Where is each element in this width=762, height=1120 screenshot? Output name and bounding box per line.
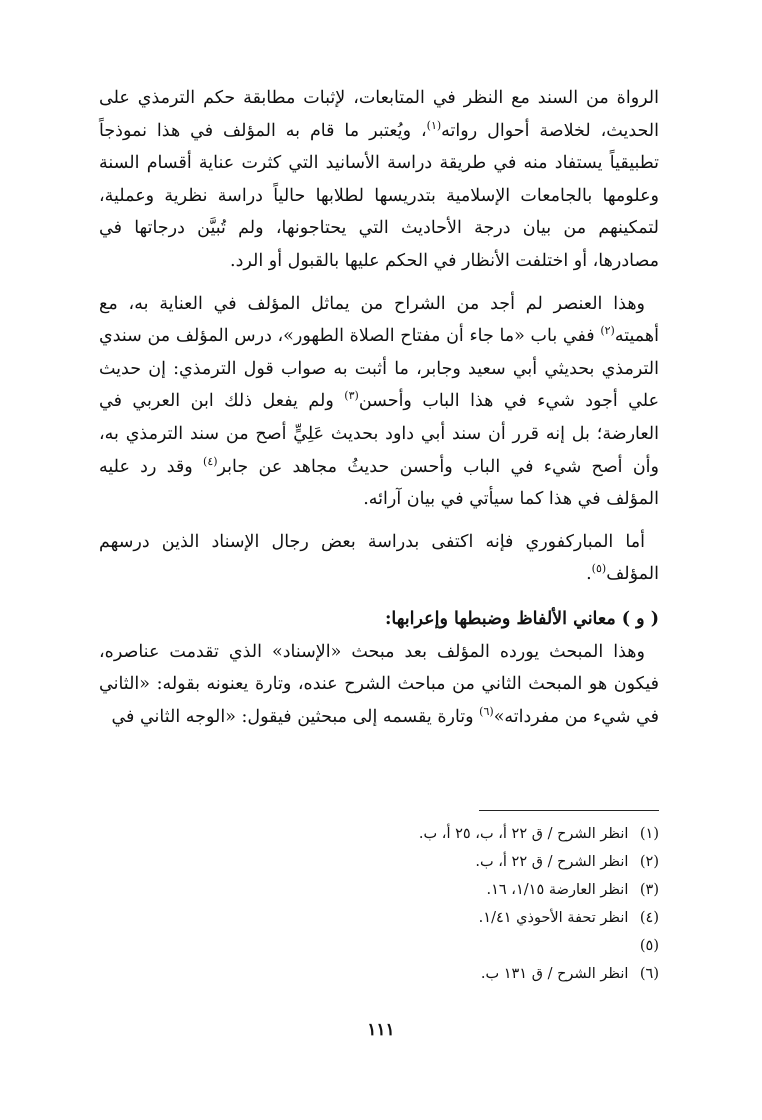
footnotes-list <box>99 820 659 988</box>
footnote-5-number: (٥) <box>639 938 659 954</box>
footnote-1-number: (١) <box>639 826 659 842</box>
footnote-3 <box>99 876 659 904</box>
paragraph-2-text-a: وهذا العنصر لم أجد من الشراح من يماثل المؤلف في العناية به، مع أهميته <box>99 293 659 347</box>
footnote-4 <box>99 904 659 932</box>
footnote-4-text: انظر تحفة الأحوذي ١/٤١. <box>478 910 629 926</box>
paragraph-2-text-b: ففي باب «ما جاء أن مفتاح الصلاة الطهور»، درس المؤلف من سندي الترمذي بحديثي أبي سعيد وجابر، ما أثبت به صواب قول الترمذي: إن حديث علي أجود شيء في هذا الباب وأحسن <box>99 326 660 412</box>
footnote-6 <box>99 960 659 988</box>
footnote-ref-1: (١) <box>426 118 442 132</box>
footnote-2 <box>99 848 659 876</box>
footnote-3-text: انظر العارضة ١/١٥، ١٦. <box>486 882 629 898</box>
paragraph-2-text-c: ولم يفعل ذلك ابن العربي في العارضة؛ بل إنه قرر أن سند أبي داود بحديث عَلِيٍّ أصح من سند الترمذي به، وأن أصح شيء في الباب وأحسن حديثُ مجاهد عن جابر <box>99 391 659 477</box>
paragraph-1-text-b: ، ويُعتبر ما قام به المؤلف في هذا نموذجاً تطبيقياً يستفاد منه في طريقة دراسة الأسانيد التي كثرت عناية أقسام السنة وعلومها بالجامعات الإسلامية بتدريسها لطلابها حالياً دراسة نظرية وعملية، لتمكينهم من بيان درجة الأحاديث التي يحتاجونها، ولم تُبيَّن درجاتها في مصادرها، أو اختلفت الأنظار في الحكم عليها بالقبول أو الرد. <box>99 120 659 271</box>
paragraph-1 <box>99 82 659 278</box>
paragraph-3-text-b: . <box>586 564 592 585</box>
footnote-ref-4: (٤) <box>203 454 218 468</box>
footnote-5 <box>99 932 659 960</box>
footnote-3-number: (٣) <box>639 882 659 898</box>
footnote-separator <box>479 810 659 811</box>
section-heading: ( و ) معاني الألفاظ وضبطها وإعرابها: <box>384 608 659 629</box>
main-text <box>99 82 659 733</box>
paragraph-4-text-b: وتارة يقسمه إلى مبحثين فيقول: «الوجه الثاني في <box>111 706 480 727</box>
paragraph-2-text-d: وقد رد عليه المؤلف في هذا كما سيأتي في بيان آرائه. <box>99 456 659 510</box>
footnote-ref-5: (٥) <box>591 562 607 576</box>
paragraph-4 <box>99 636 659 734</box>
footnote-ref-2: (٢) <box>600 324 615 338</box>
paragraph-4-text-a: وهذا المبحث يورده المؤلف بعد مبحث «الإسناد» الذي تقدمت عناصره، فيكون هو المبحث الثاني من مباحث الشرح عنده، وتارة يعنونه بقوله: «الثاني في شيء من مفرداته» <box>99 641 659 727</box>
paragraph-3-text-a: أما المباركفوري فإنه اكتفى بدراسة بعض رجال الإسناد الذين درسهم المؤلف <box>99 531 659 585</box>
footnote-ref-6: (٦) <box>479 704 494 718</box>
footnote-1 <box>99 820 659 848</box>
paragraph-1-text-a: الرواة من السند مع النظر في المتابعات، لإثبات مطابقة حكم الترمذي على الحديث، لخلاصة أحوال رواته <box>99 88 659 141</box>
footnote-ref-3: (٣) <box>344 389 359 403</box>
footnote-2-number: (٢) <box>639 854 659 870</box>
paragraph-2 <box>99 288 659 516</box>
footnote-6-number: (٦) <box>639 966 659 982</box>
footnote-4-number: (٤) <box>639 910 659 926</box>
footnote-1-text: انظر الشرح / ق ٢٢ أ، ب، ٢٥ أ، ب. <box>418 826 629 842</box>
paragraph-3 <box>99 526 659 591</box>
footnote-6-text: انظر الشرح / ق ١٣١ ب. <box>480 966 629 982</box>
page-number: ١١١ <box>367 1020 395 1040</box>
footnote-2-text: انظر الشرح / ق ٢٢ أ، ب. <box>475 854 629 870</box>
